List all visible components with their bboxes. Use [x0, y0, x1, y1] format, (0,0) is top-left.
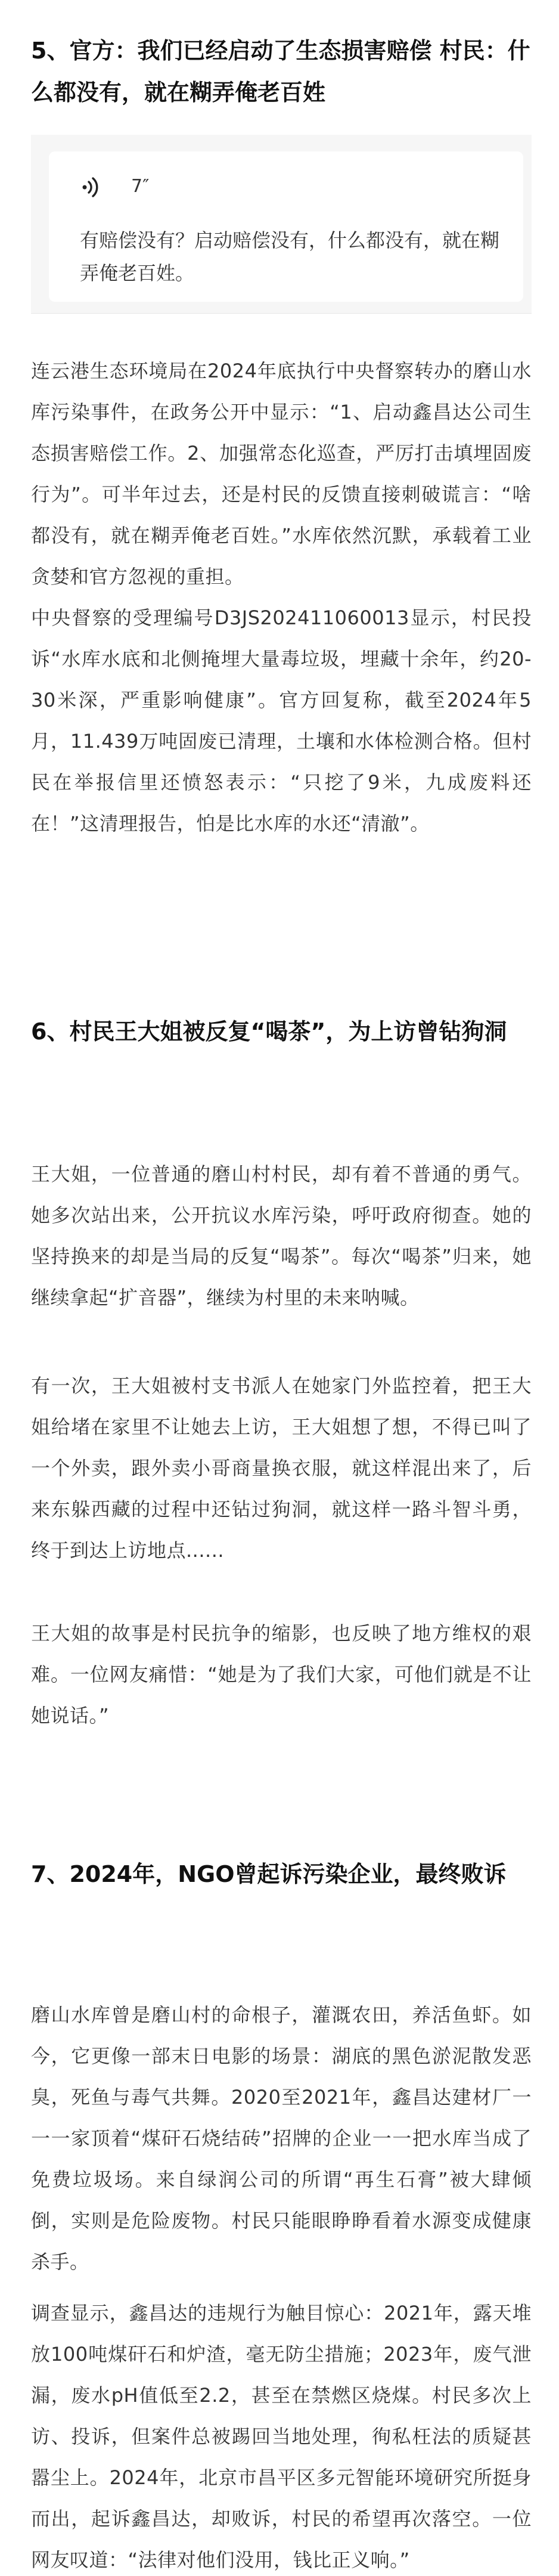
section-6-paragraph-3: 王大姐的故事是村民抗争的缩影，也反映了地方维权的艰难。一位网友痛惜：“她是为了我们大家，可他们就是不让她说话。” — [31, 1622, 532, 1727]
section-5-paragraph-1: 连云港生态环境局在2024年底执行中央督察转办的磨山水库污染事件，在政务公开中显示：“1、启动鑫昌达公司生态损害赔偿工作。2、加强常态化巡查，严厉打击填埋固废行为”。可半年过去，还是村民的反馈直接刺破谎言：“啥都没有，就在糊弄俺老百姓。”水库依然沉默，承载着工业贪婪和官方忽视的重担。 — [31, 360, 532, 588]
section-5-title: 5、官方：我们已经启动了生态损害赔偿 村民：什么都没有，就在糊弄俺老百姓 — [31, 38, 530, 106]
voice-wave-icon[interactable] — [80, 177, 104, 198]
voice-message-bubble[interactable] — [49, 151, 523, 302]
section-7-paragraph-2: 调查显示，鑫昌达的违规行为触目惊心：2021年，露天堆放100吨煤矸石和炉渣，毫无防尘措施；2023年，废气泄漏，废水pH值低至2.2，甚至在禁燃区烧煤。村民多次上访、投诉，但案件总被踢回当地处理，徇私枉法的质疑甚嚣尘上。2024年，北京市昌平区多元智能环境研究所挺身而出，起诉鑫昌达，却败诉，村民的希望再次落空。一位网友叹道：“法律对他们没用，钱比正义响。” — [31, 2302, 532, 2571]
section-6-title: 6、村民王大姐被反复“喝茶”，为上访曾钻狗洞 — [31, 1018, 507, 1045]
section-6-paragraph-1: 王大姐，一位普通的磨山村村民，却有着不普通的勇气。她多次站出来，公开抗议水库污染，呼吁政府彻查。她的坚持换来的却是当局的反复“喝茶”。每次“喝茶”归来，她继续拿起“扩音器”，继续为村里的未来呐喊。 — [31, 1163, 532, 1309]
section-7-paragraph-1: 磨山水库曾是磨山村的命根子，灌溉农田，养活鱼虾。如今，它更像一部末日电影的场景：湖底的黑色淤泥散发恶臭，死鱼与毒气共舞。2020至2021年，鑫昌达建材厂一一一家顶着“煤矸石烧结砖”招牌的企业一一把水库当成了免费垃圾场。来自绿润公司的所谓“再生石膏”被大肆倾倒，实则是危险废物。村民只能眼睁睁看着水源变成健康杀手。 — [31, 2004, 532, 2273]
section-5-paragraph-2: 中央督察的受理编号D3JS202411060013显示，村民投诉“水库水底和北侧掩埋大量毒垃圾，埋藏十余年，约20-30米深，严重影响健康”。官方回复称，截至2024年5月，11.439万吨固废已清理，土壤和水体检测合格。但村民在举报信里还愤怒表示：“只挖了9米，九成废料还在！”这清理报告，怕是比水库的水还“清澈”。 — [31, 606, 532, 835]
voice-transcript: 有赔偿没有？启动赔偿没有，什么都没有，就在糊弄俺老百姓。 — [80, 229, 500, 284]
section-6-paragraph-2: 有一次，王大姐被村支书派人在她家门外监控着，把王大姐给堵在家里不让她去上访，王大姐想了想，不得已叫了一个外卖，跟外卖小哥商量换衣服，就这样混出来了，后来东躲西藏的过程中还钻过狗洞，就这样一路斗智斗勇，终于到达上访地点...... — [31, 1374, 532, 1562]
section-7-title: 7、2024年，NGO曾起诉污染企业，最终败诉 — [31, 1861, 507, 1887]
voice-duration: 7″ — [131, 176, 150, 197]
voice-message-card — [31, 135, 532, 314]
